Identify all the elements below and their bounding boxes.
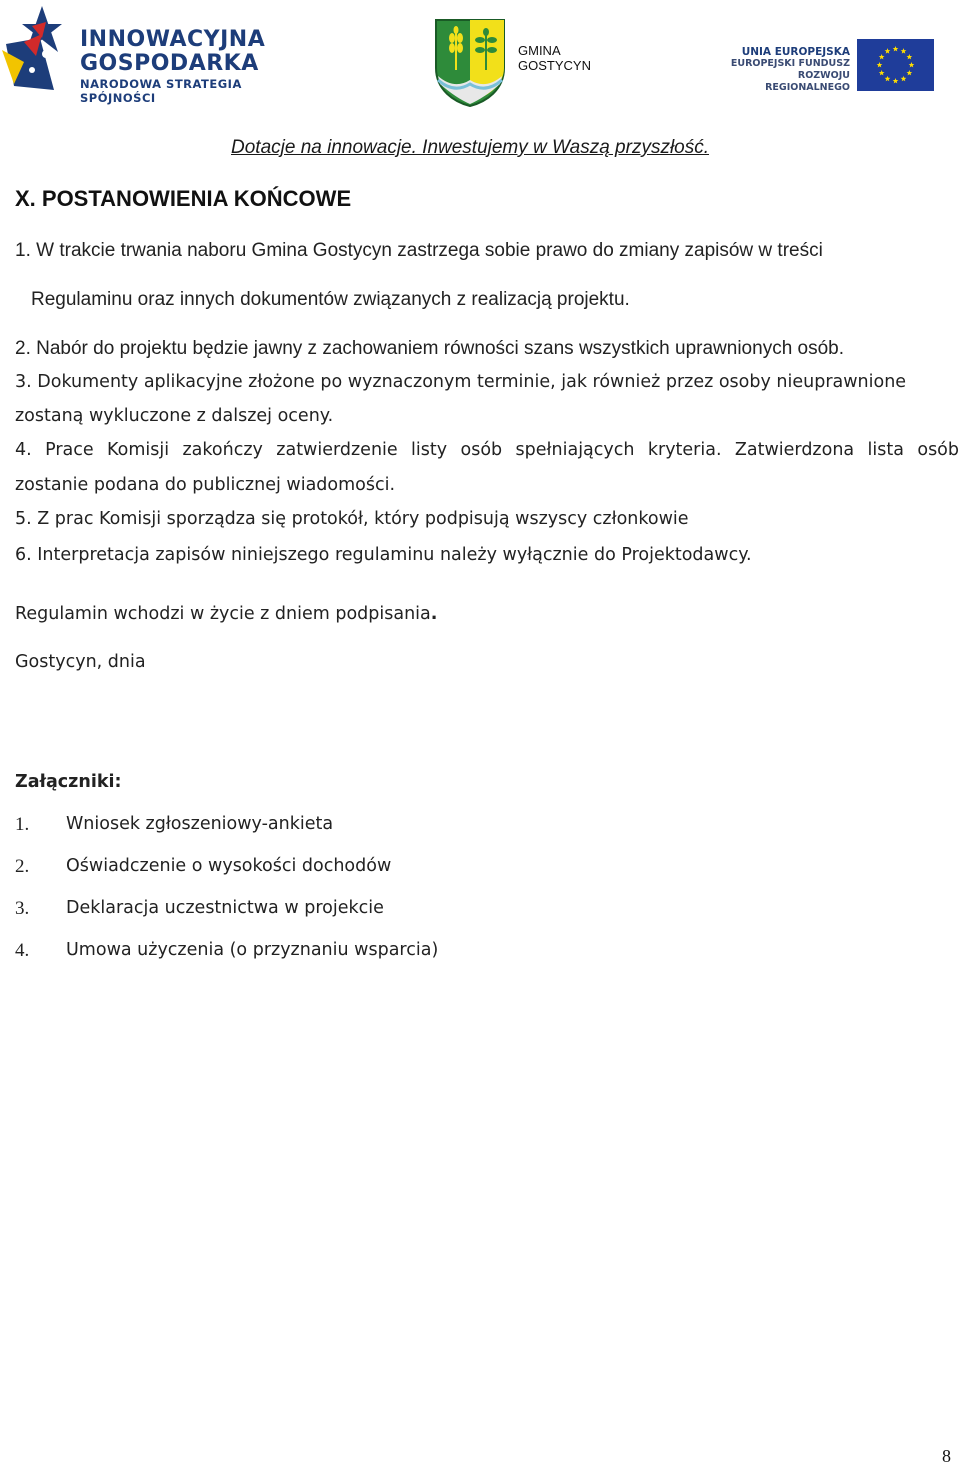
attachment-number: 3. xyxy=(15,898,30,919)
gmina-line2: GOSTYCYN xyxy=(518,58,591,73)
attachment-label: Deklaracja uczestnictwa w projekcie xyxy=(66,898,384,918)
innowacyjna-gospodarka-logo xyxy=(2,4,282,105)
attachment-label: Wniosek zgłoszeniowy-ankieta xyxy=(66,814,334,834)
item-3-line-2: zostaną wykluczone z dalszej oceny. xyxy=(15,406,334,426)
attachment-number: 1. xyxy=(15,814,30,835)
ig-logo-line2: GOSPODARKA xyxy=(80,51,259,76)
item-1-line-1: 1. W trakcie trwania naboru Gmina Gostycyn zastrzega sobie prawo do zmiany zapisów w treści xyxy=(15,240,823,261)
effective-period: . xyxy=(430,604,438,624)
item-6: 6. Interpretacja zapisów niniejszego regulaminu należy wyłącznie do Projektodawcy. xyxy=(15,545,752,565)
section-title: X. POSTANOWIENIA KOŃCOWE xyxy=(15,186,352,211)
ig-logo-mark-icon xyxy=(2,4,82,96)
ig-logo-line1: INNOWACYJNA xyxy=(80,27,266,52)
page-number: 8 xyxy=(942,1446,951,1466)
ig-logo-line3: NARODOWA STRATEGIA SPÓJNOŚCI xyxy=(80,77,242,105)
eu-line3: ROZWOJU REGIONALNEGO xyxy=(765,70,850,93)
attachments-title: Załączniki: xyxy=(15,772,122,792)
eu-line1: UNIA EUROPEJSKA xyxy=(741,46,850,58)
eu-line2: EUROPEJSKI FUNDUSZ xyxy=(730,58,850,69)
tagline: Dotacje na innowacje. Inwestujemy w Waszą przyszłość. xyxy=(231,137,710,158)
attachment-item xyxy=(15,856,392,878)
item-4-line-2: zostanie podana do publicznej wiadomości. xyxy=(15,475,396,495)
page-header xyxy=(0,0,960,158)
item-2: 2. Nabór do projektu będzie jawny z zachowaniem równości szans wszystkich uprawnionych osób. xyxy=(15,338,845,359)
attachment-item xyxy=(15,898,384,920)
item-1-line-2: Regulaminu oraz innych dokumentów związanych z realizacją projektu. xyxy=(31,289,630,310)
place-date: Gostycyn, dnia xyxy=(15,652,146,672)
attachment-number: 4. xyxy=(15,940,30,961)
effective-text: Regulamin wchodzi w życie z dniem podpisania xyxy=(15,604,431,624)
attachment-number: 2. xyxy=(15,856,30,877)
attachment-item xyxy=(15,940,439,962)
gmina-name xyxy=(518,43,591,73)
ig-logo-text xyxy=(80,28,282,105)
effective-date-statement xyxy=(15,604,437,624)
attachment-label: Oświadczenie o wysokości dochodów xyxy=(66,856,392,876)
gmina-line1: GMINA xyxy=(518,43,561,58)
crest-icon xyxy=(434,18,506,108)
eu-flag-icon xyxy=(857,39,934,91)
eu-fund-text xyxy=(720,46,850,94)
gmina-gostycyn-crest xyxy=(434,18,506,108)
eu-flag xyxy=(857,39,934,91)
item-5: 5. Z prac Komisji sporządza się protokół, który podpisują wszyscy członkowie xyxy=(15,509,689,529)
attachment-label: Umowa użyczenia (o przyznaniu wsparcia) xyxy=(66,940,439,960)
item-3-line-1: 3. Dokumenty aplikacyjne złożone po wyznaczonym terminie, jak również przez osoby nieuprawnione xyxy=(15,372,907,392)
item-4-line-1: 4. Prace Komisji zakończy zatwierdzenie listy osób spełniających kryteria. Zatwierdzona lista osób xyxy=(15,440,959,460)
attachment-item xyxy=(15,814,334,836)
